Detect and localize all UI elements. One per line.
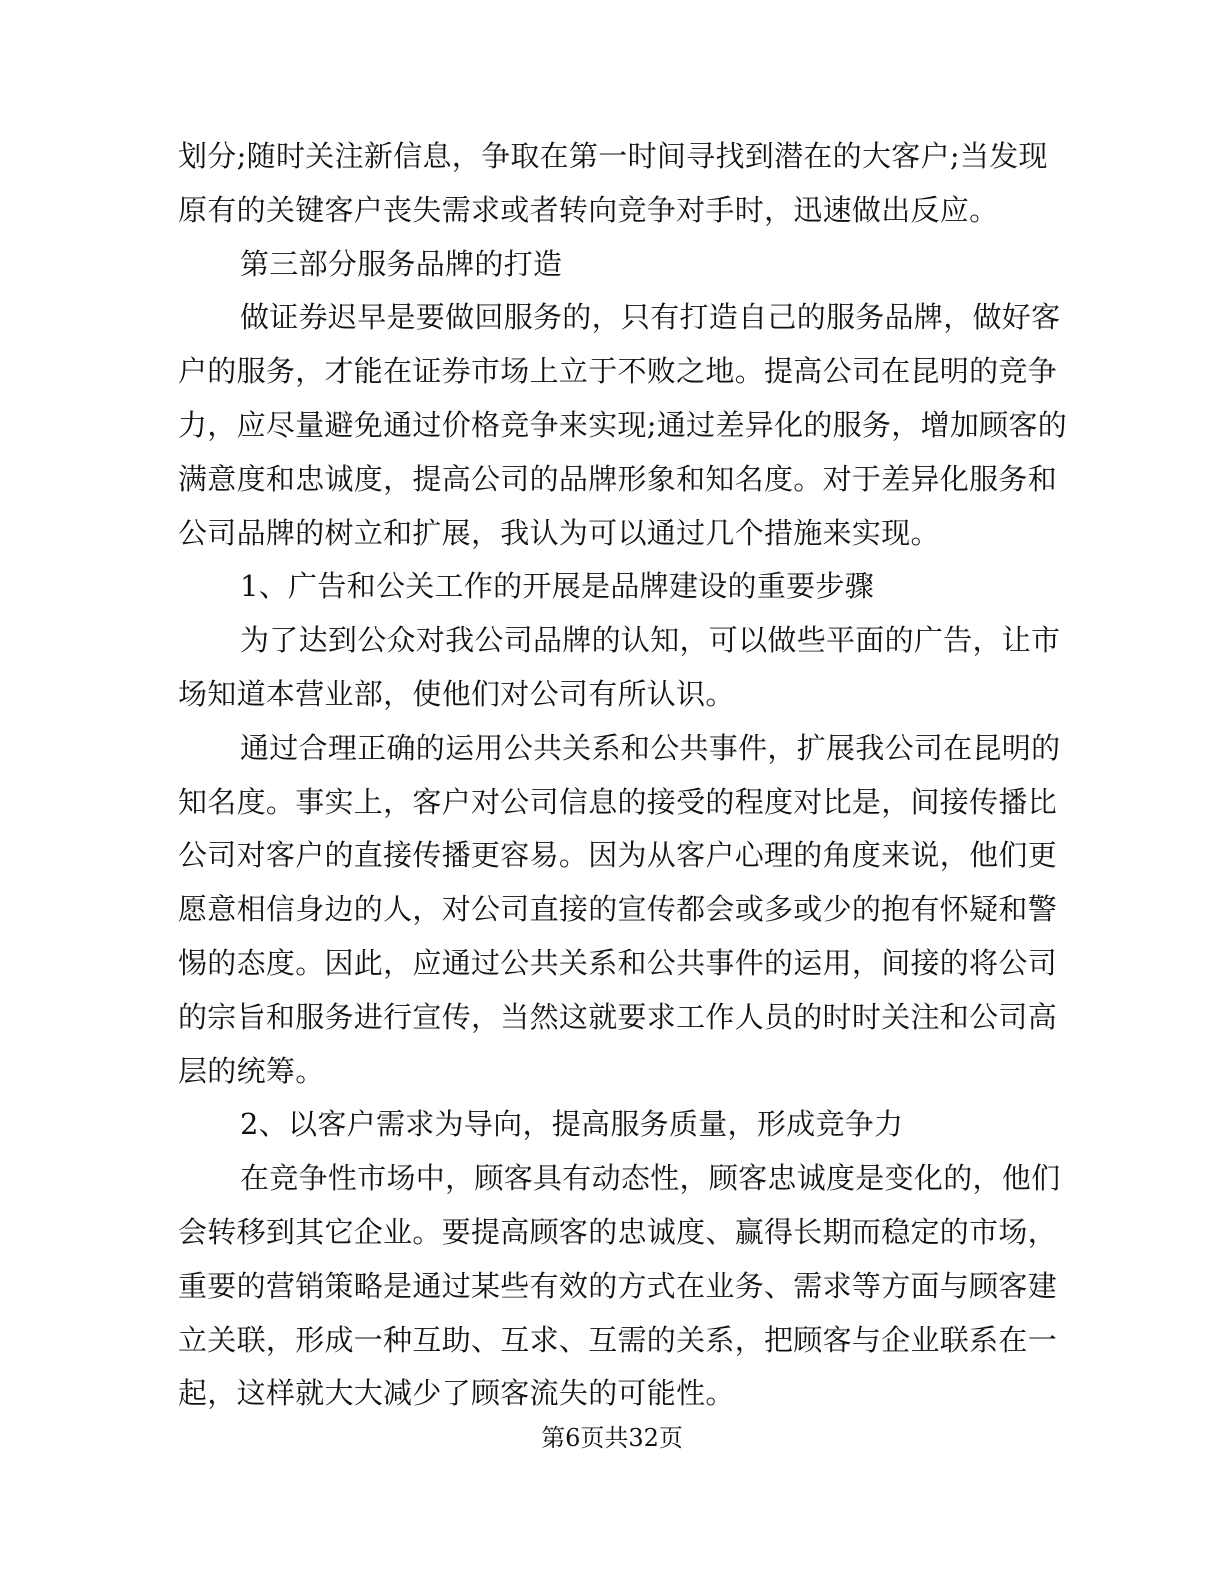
subheading-1: 1、广告和公关工作的开展是品牌建设的重要步骤 (240, 569, 875, 604)
text-line-22: 重要的营销策略是通过某些有效的方式在业务、需求等方面与顾客建 (178, 1268, 1058, 1303)
text-line-2: 原有的关键客户丧失需求或者转向竞争对手时，迅速做出反应。 (178, 192, 999, 227)
text-line-4: 做证券迟早是要做回服务的，只有打造自己的服务品牌，做好客 (240, 300, 1061, 335)
text-line-21: 会转移到其它企业。要提高顾客的忠诚度、赢得长期而稳定的市场， (178, 1214, 1058, 1249)
text-line-8: 公司品牌的树立和扩展，我认为可以通过几个措施来实现。 (178, 515, 940, 550)
page-number-footer: 第6页共32页 (541, 1424, 683, 1452)
text-line-5: 户的服务，才能在证券市场上立于不败之地。提高公司在昆明的竞争 (178, 354, 1058, 389)
subheading-2: 2、以客户需求为导向，提高服务质量，形成竞争力 (240, 1107, 904, 1142)
text-line-12: 通过合理正确的运用公共关系和公共事件，扩展我公司在昆明的 (240, 730, 1061, 765)
text-line-10: 为了达到公众对我公司品牌的认知，可以做些平面的广告，让市 (240, 623, 1061, 658)
text-line-6: 力，应尽量避免通过价格竞争来实现;通过差异化的服务，增加顾客的 (178, 407, 1068, 442)
text-line-11: 场知道本营业部，使他们对公司有所认识。 (178, 676, 735, 711)
text-line-20: 在竞争性市场中，顾客具有动态性，顾客忠诚度是变化的，他们 (240, 1161, 1061, 1196)
text-line-1: 划分;随时关注新信息，争取在第一时间寻找到潜在的大客户;当发现 (178, 139, 1048, 173)
text-line-13: 知名度。事实上，客户对公司信息的接受的程度对比是，间接传播比 (178, 784, 1058, 819)
text-line-16: 惕的态度。因此，应通过公共关系和公共事件的运用，间接的将公司 (178, 945, 1058, 980)
text-line-23: 立关联，形成一种互助、互求、互需的关系，把顾客与企业联系在一 (178, 1322, 1058, 1357)
text-line-15: 愿意相信身边的人，对公司直接的宣传都会或多或少的抱有怀疑和警 (178, 892, 1058, 927)
text-line-7: 满意度和忠诚度，提高公司的品牌形象和知名度。对于差异化服务和 (178, 461, 1058, 496)
text-line-17: 的宗旨和服务进行宣传，当然这就要求工作人员的时时关注和公司高 (178, 999, 1058, 1034)
text-line-24: 起，这样就大大减少了顾客流失的可能性。 (178, 1376, 735, 1411)
text-line-14: 公司对客户的直接传播更容易。因为从客户心理的角度来说，他们更 (178, 838, 1058, 873)
section-heading-part-3: 第三部分服务品牌的打造 (240, 246, 563, 281)
document-body (178, 130, 1068, 1421)
text-line-18: 层的统筹。 (178, 1053, 325, 1088)
